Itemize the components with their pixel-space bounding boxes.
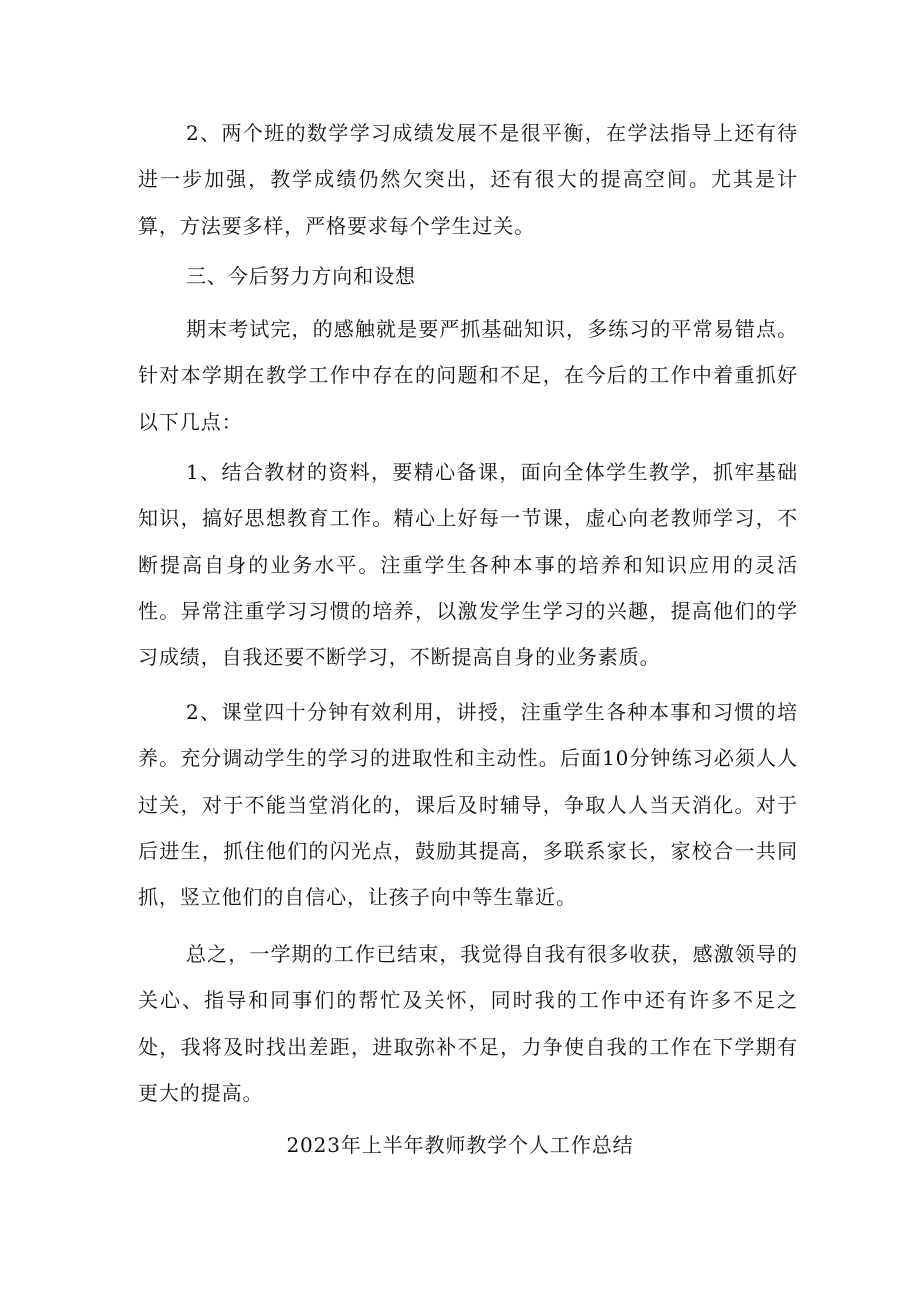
document-title: 2023年上半年教师教学个人工作总结 [286, 1133, 634, 1157]
paragraph-exam-reflection: 期末考试完，的感触就是要严抓基础知识，多练习的平常易错点。针对本学期在教学工作中存在的问题和不足，在今后的工作中着重抓好以下几点： [138, 317, 798, 434]
section-heading-future-direction: 三、今后努力方向和设想 [186, 264, 416, 288]
paragraph-math-balance: 2、两个班的数学学习成绩发展不是很平衡，在学法指导上还有待进一步加强，教学成绩仍然欠突出，还有很大的提高空间。尤其是计算，方法要多样，严格要求每个学生过关。 [138, 121, 798, 238]
paragraph-point-2: 2、课堂四十分钟有效利用，讲授，注重学生各种本事和习惯的培养。充分调动学生的学习的进取性和主动性。后面10分钟练习必须人人过关，对于不能当堂消化的，课后及时辅导，争取人人当天消化。对于后进生，抓住他们的闪光点，鼓励其提高，多联系家长，家校合一共同抓，竖立他们的自信心，让孩子向中等生靠近。 [138, 700, 798, 910]
paragraph-conclusion: 总之，一学期的工作已结束，我觉得自我有很多收获，感激领导的关心、指导和同事们的帮忙及关怀，同时我的工作中还有许多不足之处，我将及时找出差距，进取弥补不足，力争使自我的工作在下学期有更大的提高。 [138, 942, 798, 1105]
paragraph-point-1: 1、结合教材的资料，要精心备课，面向全体学生教学，抓牢基础知识，搞好思想教育工作。精心上好每一节课，虚心向老教师学习，不断提高自身的业务水平。注重学生各种本事的培养和知识应用的灵活性。异常注重学习习惯的培养，以激发学生学习的兴趣，提高他们的学习成绩，自我还要不断学习，不断提高自身的业务素质。 [138, 460, 798, 670]
